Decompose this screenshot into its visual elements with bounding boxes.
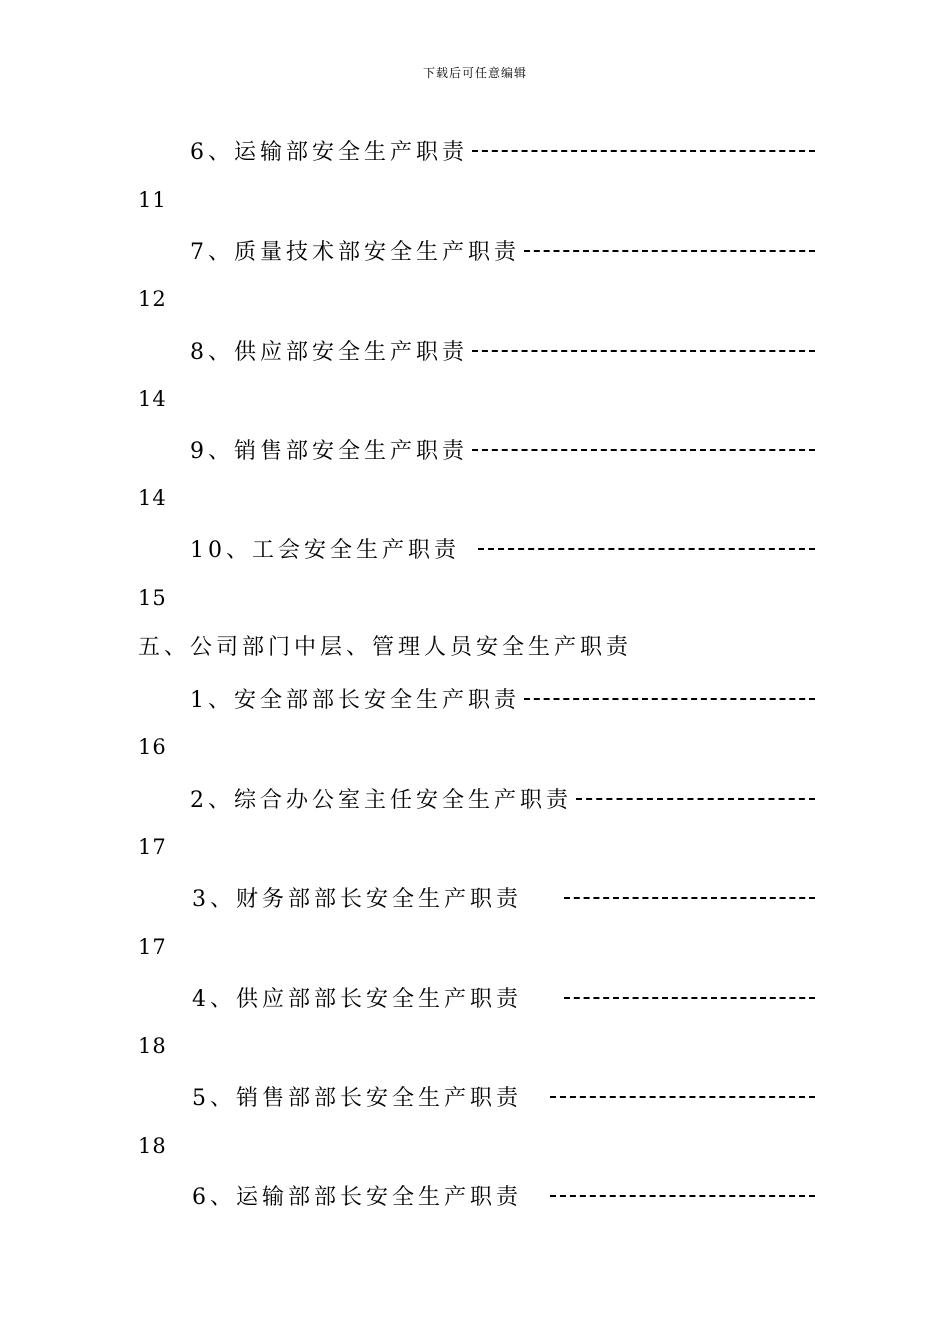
- toc-page-number: 15: [138, 586, 167, 610]
- toc-entry[interactable]: [192, 883, 815, 911]
- toc-page-number: 17: [138, 935, 167, 959]
- toc-entry-label: 6、运输部安全生产职责: [190, 139, 468, 165]
- toc-leader: [576, 798, 815, 800]
- toc-entry-label: 4、供应部部长安全生产职责: [192, 986, 522, 1012]
- toc-entry[interactable]: [190, 136, 815, 164]
- toc-entry[interactable]: [190, 534, 815, 562]
- toc-entry[interactable]: [190, 435, 815, 463]
- toc-page-number: 12: [138, 287, 167, 311]
- section-heading: 五、公司部门中层、管理人员安全生产职责: [138, 635, 633, 660]
- toc-leader: [564, 997, 815, 999]
- toc-page-number: 18: [138, 1134, 167, 1158]
- toc-entry-label: 5、销售部部长安全生产职责: [192, 1085, 522, 1111]
- toc-page-number: 18: [138, 1034, 167, 1058]
- toc-entry[interactable]: [192, 1082, 815, 1110]
- toc-page-number: 14: [138, 486, 167, 510]
- toc-leader: [472, 150, 815, 152]
- toc-page-number: 17: [138, 835, 167, 859]
- toc-page-number: 11: [138, 188, 167, 212]
- toc-entry-label: 3、财务部部长安全生产职责: [192, 886, 522, 912]
- toc-leader: [472, 449, 815, 451]
- toc-page-number: 14: [138, 387, 167, 411]
- toc-entry-label: 1、安全部部长安全生产职责: [190, 687, 520, 713]
- toc-entry[interactable]: [192, 983, 815, 1011]
- toc-entry-label: 9、销售部安全生产职责: [190, 438, 468, 464]
- toc-entry-label: 6、运输部部长安全生产职责: [192, 1184, 522, 1210]
- toc-leader: [550, 1195, 815, 1197]
- toc-page-number: 16: [138, 735, 167, 759]
- toc-entry[interactable]: [192, 1181, 815, 1209]
- toc-leader: [524, 250, 815, 252]
- toc-leader: [550, 1096, 815, 1098]
- page-header: 下载后可任意编辑: [422, 66, 527, 80]
- toc-leader: [564, 897, 815, 899]
- toc-entry[interactable]: [190, 784, 815, 812]
- toc-entry-label: 7、质量技术部安全生产职责: [190, 239, 520, 265]
- toc-entry-label: 2、综合办公室主任安全生产职责: [190, 787, 572, 813]
- toc-leader: [524, 698, 815, 700]
- toc-entry[interactable]: [190, 236, 815, 264]
- toc-entry[interactable]: [190, 684, 815, 712]
- toc-entry-label: 10、工会安全生产职责: [190, 537, 460, 563]
- toc-entry[interactable]: [190, 336, 815, 364]
- toc-entry-label: 8、供应部安全生产职责: [190, 339, 468, 365]
- toc-leader: [472, 350, 815, 352]
- toc-leader: [478, 548, 815, 550]
